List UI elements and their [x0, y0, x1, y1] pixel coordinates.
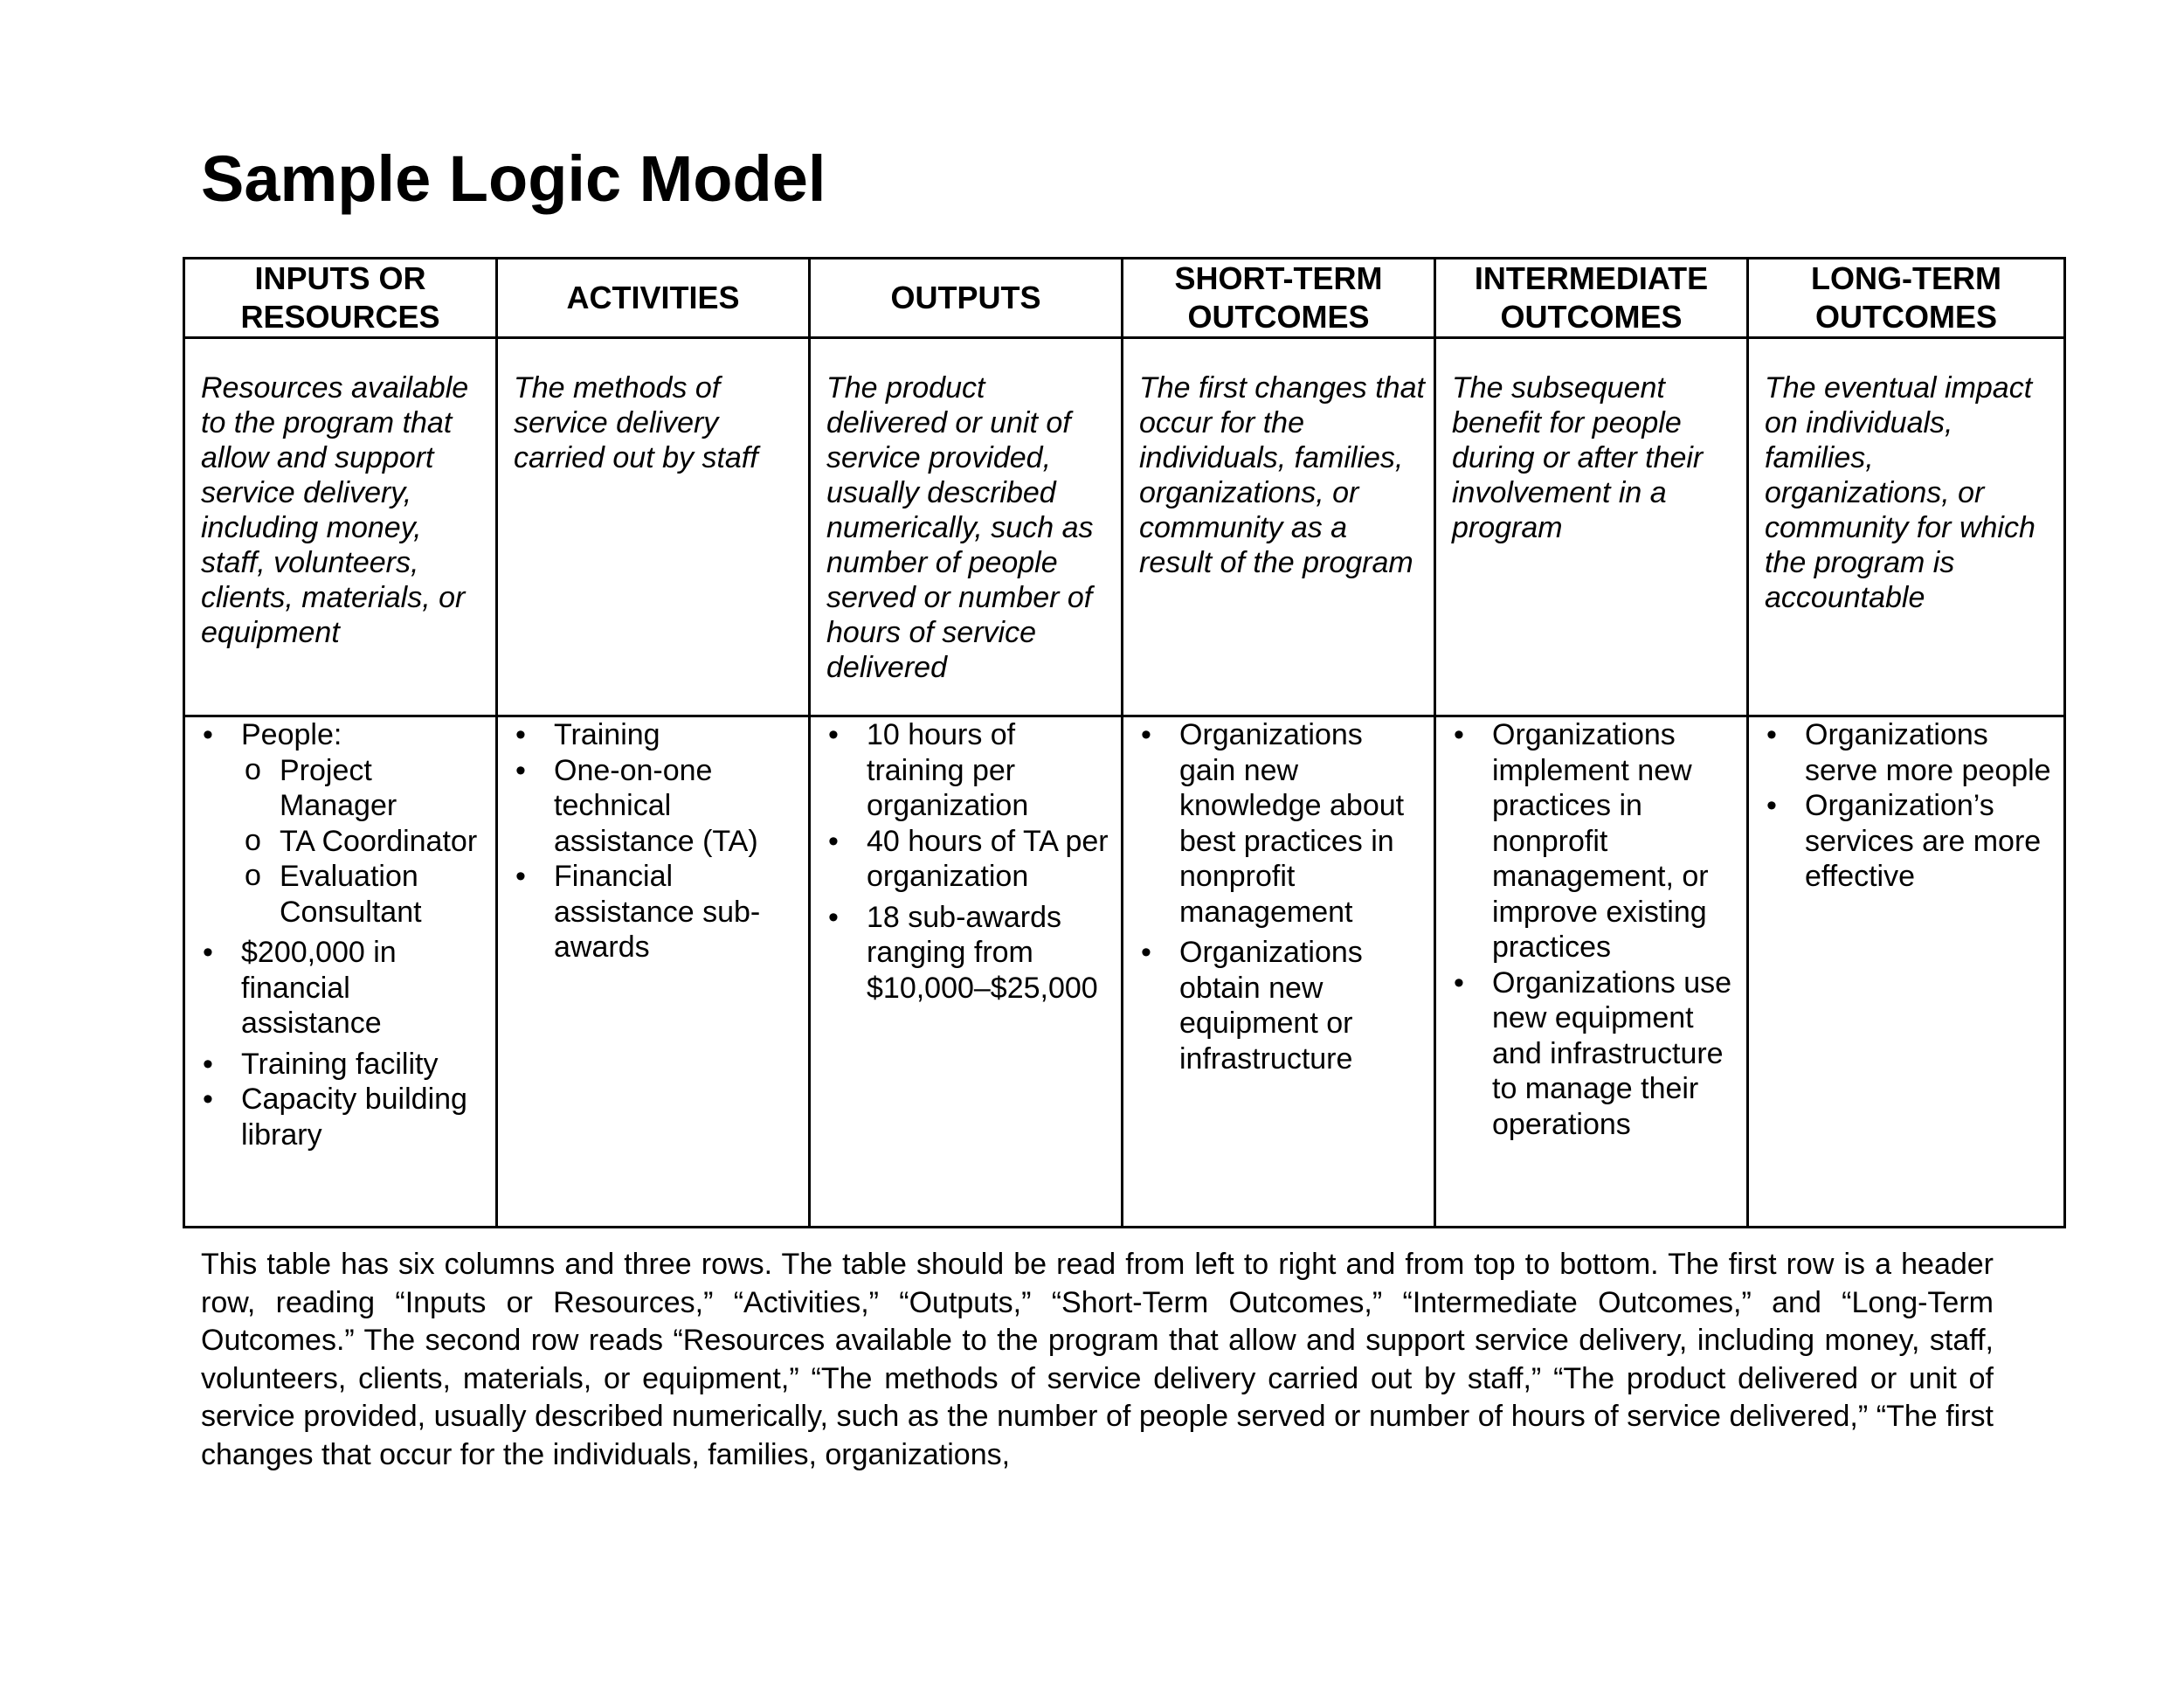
description-cell-short-term — [1123, 338, 1435, 716]
header-long-term-outcomes: LONG-TERM OUTCOMES — [1748, 259, 2065, 338]
list-item: • Financial assistance sub-awards — [498, 859, 801, 965]
activities-list — [498, 717, 808, 965]
example-row — [184, 716, 2065, 1228]
description-text: The first changes that occur for the individuals, families, organizations, or community as a result of the program — [1139, 371, 1425, 579]
logic-model-table — [183, 257, 2066, 1228]
intermediate-list — [1436, 717, 1746, 1142]
list-item: • Organizations gain new knowledge about best practices in nonprofit management — [1123, 717, 1427, 930]
people-label: People: — [241, 718, 342, 751]
inputs-list — [185, 717, 495, 1152]
header-short-term-outcomes: SHORT-TERM OUTCOMES — [1123, 259, 1435, 338]
description-text: The eventual impact on individuals, families, organizations, or community for which the program is accountable — [1765, 371, 2035, 614]
list-item: • One-on-one technical assistance (TA) — [498, 753, 801, 860]
header-outputs: OUTPUTS — [810, 259, 1123, 338]
list-item: • 18 sub-awards ranging from $10,000–$25,000 — [811, 900, 1114, 1007]
list-item: • $200,000 in financial assistance — [185, 935, 488, 1041]
short-term-items-cell — [1123, 716, 1435, 1228]
list-item: • Training — [498, 717, 801, 753]
description-text: The methods of service delivery carried out by staff — [514, 371, 758, 474]
header-inputs-or-resources: INPUTS OR RESOURCES — [184, 259, 497, 338]
description-cell-inputs — [184, 338, 497, 716]
description-cell-intermediate — [1435, 338, 1748, 716]
long-term-items-cell — [1748, 716, 2065, 1228]
list-item: o Project Manager — [241, 753, 488, 824]
table-caption: This table has six columns and three rows. The table should be read from left to right and from top to bottom. The first row is a header row, reading “Inputs or Resources,” “Activities,” “Outputs,” “Short-Term Outcomes,” “Intermediate Outcomes,” and “Long-Term Outcomes.” The second row reads “Resources available to the program that allow and support service delivery, including money, staff, volunteers, clients, materials, or equipment,” “The methods of service delivery carried out by staff,” “The product delivered or unit of service provided, usually described numerically, such as the number of people served or number of hours of service delivered,” “The first changes that occur for the individuals, families, organizations, — [201, 1248, 1994, 1471]
list-item: • Organizations serve more people — [1749, 717, 2056, 788]
list-item: • Capacity building library — [185, 1082, 488, 1152]
list-item: • Training facility — [185, 1047, 488, 1083]
page-title: Sample Logic Model — [201, 142, 826, 215]
intermediate-items-cell — [1435, 716, 1748, 1228]
description-text: The subsequent benefit for people during or after their involvement in a program — [1452, 371, 1704, 544]
short-term-list — [1123, 717, 1434, 1076]
description-text: Resources available to the program that allow and support service delivery, including money, staff, volunteers, clients, materials, or equipment — [201, 371, 469, 649]
list-item: • Organizations implement new practices in nonprofit management, or improve existing practices — [1436, 717, 1739, 965]
people-roles-list — [241, 753, 488, 930]
list-item: • 40 hours of TA per organization — [811, 824, 1114, 895]
description-cell-long-term — [1748, 338, 2065, 716]
header-row — [184, 259, 2065, 338]
description-text: The product delivered or unit of service provided, usually described numerically, such as number of people served or number of hours of service delivered — [826, 371, 1094, 684]
list-item: • Organizations obtain new equipment or infrastructure — [1123, 935, 1427, 1076]
description-cell-outputs — [810, 338, 1123, 716]
outputs-items-cell — [810, 716, 1123, 1228]
list-item: • Organizations use new equipment and infrastructure to manage their operations — [1436, 965, 1739, 1143]
header-activities: ACTIVITIES — [497, 259, 810, 338]
list-item: • 10 hours of training per organization — [811, 717, 1114, 824]
outputs-list — [811, 717, 1121, 1006]
list-item: • Organization’s services are more effective — [1749, 788, 2056, 895]
list-item: o Evaluation Consultant — [241, 859, 488, 930]
long-term-list — [1749, 717, 2063, 895]
activities-items-cell — [497, 716, 810, 1228]
inputs-items-cell — [184, 716, 497, 1228]
description-row — [184, 338, 2065, 716]
description-cell-activities — [497, 338, 810, 716]
list-item — [185, 717, 488, 930]
list-item: o TA Coordinator — [241, 824, 488, 860]
header-intermediate-outcomes: INTERMEDIATE OUTCOMES — [1435, 259, 1748, 338]
